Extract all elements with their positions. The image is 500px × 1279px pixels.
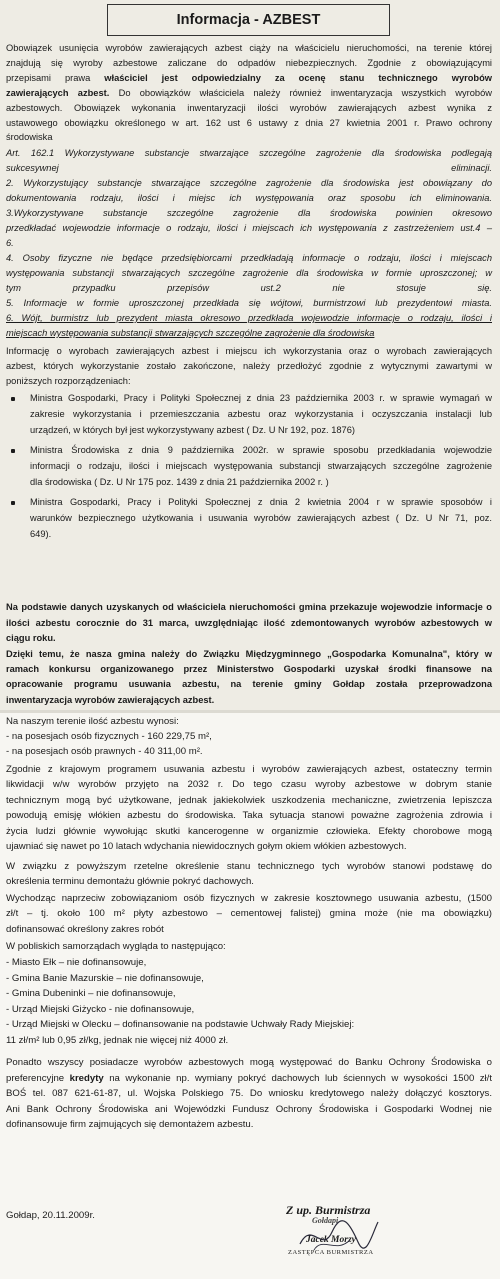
regulation-line: urządzeń, w których był jest wykorzystywany azbest ( Dz. U Nr 192, poz. 1876) — [30, 425, 355, 435]
text-span: właściciel jest odpowiedzialny za ocenę stanu technicznego wyrobów — [104, 72, 492, 83]
region-line: 11 zł/m² lub 0,95 zł/kg, jednak nie więcej niż 4000 zł. — [6, 1035, 229, 1046]
law-article-line: 4. Osoby fizyczne nie będące przedsiębiorcami przedkładają informacje o rodzaju, ilości i miejscach — [6, 253, 492, 263]
region-line: - Urząd Miejski Giżycko - nie dofinansowuje, — [6, 1003, 195, 1015]
regulations-intro-line: poniższych rozporządzeniach: — [6, 376, 131, 387]
law-article-line: 5. Informacje w formie uproszczonej przedkłada się wójtowi, burmistrzowi lub prezydentowi miasta. — [6, 298, 492, 308]
amount-line: - na posesjach osób prawnych - 40 311,00 m². — [6, 746, 203, 758]
intro-line: azbestowych. Obowiązek wykonania inwentaryzacji ilości wyrobów zawierających azbest wynika z — [6, 102, 492, 113]
document-date: Gołdap, 20.11.2009r. — [6, 1210, 95, 1221]
signature-scribble — [292, 1214, 382, 1258]
bullet-marker — [11, 397, 15, 401]
scan-seam — [0, 710, 500, 713]
regulations-intro-line: azbest, których wykorzystanie zostało zakończone, należy przedłożyć zgodnie z wytycznymi zawartymi w — [6, 361, 492, 372]
programme-line: likwidacji w/w wyrobów przyjęto na 2032 r. Do tego czasu wyroby azbestowe w dobrym stanie — [6, 779, 492, 791]
intro-line — [6, 88, 492, 99]
project-info-line: ramach konkursu organizowanego przez Ministerstwo Gospodarki uzyskał środki finansowe na — [6, 664, 492, 675]
bank-info-line: Ponadto wszyscy posiadacze wyrobów azbestowych mogą występować do Banku Ochrony Środowiska o — [6, 1057, 492, 1068]
intro-line: środowiska — [6, 132, 53, 143]
signature-line2: Gołdapi — [312, 1216, 339, 1225]
law-article-line: 6. Wójt, burmistrz lub prezydent miasta okresowo przedkłada wojewodzie informacje o rodzaju, ilości i — [6, 313, 492, 323]
regulation-line: dla środowiska ( Dz. U Nr 175 poz. 1439 z dnia 21 października 2002 r. ) — [30, 477, 329, 487]
region-line: - Urząd Miejski w Olecku – dofinansowanie na podstawie Uchwały Rady Miejskiej: — [6, 1019, 355, 1031]
gmina-info-line: ilości azbestu corocznie do 31 marca, uwzględniając ilość zdemontowanych wyrobów azbestowych w — [6, 617, 492, 628]
signature-role: ZASTĘPCA BURMISTRZA — [288, 1249, 374, 1256]
region-line: - Gmina Dubeninki – nie dofinansowuje, — [6, 988, 176, 1000]
text-span: przepisami prawa — [6, 72, 105, 83]
regulations-intro-line: Informację o wyrobach zawierających azbest i miejscu ich wykorzystania oraz o wyrobach zawierających — [6, 346, 492, 356]
programme-line: powodują emisję włókien azbestu do środowiska. Taka sytuacja stanowi poważne zagrożenia zdrowia i — [6, 810, 492, 822]
programme-line: Zgodnie z krajowym programem usuwania azbestu i wyrobów zawierających azbest, ostateczny termin — [6, 764, 492, 775]
law-article-line: miejscach występowania substancji stwarzających szczególne zagrożenie dla środowiska — [6, 328, 375, 338]
regulation-line: 649). — [30, 529, 52, 539]
project-info-line: opracowanie programu usuwania azbestu, na terenie gminy Gołdap została przeprowadzona — [6, 679, 492, 690]
bank-info-line: dofinansowuje firm zajmujących się demontażem azbestu. — [6, 1119, 254, 1131]
signature-line1: Z up. Burmistrza — [286, 1203, 371, 1217]
law-article-line: 2. Wykorzystujący substancje stwarzające szczególne zagrożenie dla środowiska jest obowiązany do — [6, 178, 492, 188]
condition-line: określenia terminu demontażu głównie pokryć dachowych. — [6, 876, 254, 888]
law-article-line: 3.Wykorzystywane substancje szczególne zagrożenie dla środowiska powinien okresowo — [6, 208, 492, 218]
gmina-info-line: ciągu roku. — [6, 633, 56, 643]
gmina-info-line: Na podstawie danych uzyskanych od właściciela nieruchomości gmina przekazuje wojewodzie informacje o — [6, 602, 492, 612]
cost-line: Wychodząc naprzeciw zobowiązaniom osób fizycznych w zakresie kosztownego usuwania azbestu, (1500 — [6, 893, 492, 904]
bank-info-line — [6, 1073, 492, 1084]
programme-line: technicznym mogą być użytkowane, jednak jakiekolwiek uszkodzenia mechaniczne, zwietrzenia lepiszcza — [6, 794, 492, 806]
region-line: - Miasto Ełk – nie dofinansowuje, — [6, 957, 147, 968]
bank-info-line: BOŚ tel. 087 621-61-87, ul. Wojska Polskiego 75. Do wniosku kredytowego należy dołączyć kosztorys. — [6, 1088, 492, 1100]
law-article-line: występowania substancji stwarzających szczególne zagrożenie dla środowiska w formie uproszczonej; w — [6, 268, 492, 278]
programme-line: ujawniać się nawet po 10 latach wdychania niewidocznych gołym okiem włókien azbestowych. — [6, 841, 407, 852]
text-span: zawierających azbest. — [6, 87, 110, 98]
law-article-line: sukcesywnej eliminacji. — [6, 163, 492, 173]
law-article-line: przedkładać wojewodzie informacje o rodzaju, ilości i miejscach ich występowania z zastrzeżeniem ust.4 – — [6, 223, 492, 233]
cost-line: zł/t – tj. około 100 m² płyty azbestowo – cementowej falistej) gmina może (nie ma obowiązku) — [6, 908, 492, 920]
text-span: preferencyjne — [6, 1072, 70, 1084]
regulation-line: informacji o rodzaju, ilości i miejscach występowania substancji stwarzających szczególne zagrożenie — [30, 461, 492, 471]
regulation-line: Ministra Gospodarki, Pracy i Polityki Społecznej z dnia 23 października 2003 r. w sprawie wymagań w — [30, 393, 492, 403]
condition-line: W związku z powyższym rzetelne określenie stanu technicznego tych wyrobów stanowi podstawę do — [6, 861, 492, 872]
region-line: - Gmina Banie Mazurskie – nie dofinansowuje, — [6, 972, 204, 984]
intro-line: ustawowego obowiązku określonego w art. 162 ust 6 ustawy z dnia 27 kwietnia 2001 r. Prawo ochrony — [6, 117, 492, 128]
law-article-line: dokumentowania rodzaju, ilości i miejsc ich występowania oraz sposobu ich eliminowania. — [6, 193, 492, 203]
law-article-line: Art. 162.1 Wykorzystywane substancje stwarzające szczególne zagrożenie dla środowiska podlegają — [6, 148, 492, 158]
programme-line: życia ludzi głównie wywołując skutki kancerogenne w organizmie człowieka. Efekty chorobowe mogą — [6, 825, 492, 837]
text-span: kredyty — [69, 1072, 104, 1084]
regulation-line: warunków bezpiecznego użytkowania i usuwania wyrobów zawierających azbest ( Dz. U Nr 71, poz. — [30, 513, 492, 523]
title-box — [107, 4, 390, 36]
cost-line: dofinansować określony zakres robót — [6, 923, 164, 935]
regulation-line: Ministra Gospodarki, Pracy i Polityki Społecznej z dnia 2 kwietnia 2004 r w sprawie sposobów i — [30, 497, 492, 507]
regulation-line: zakresie wykorzystania i przemieszczania azbestu oraz wykorzystania i oczyszczania instalacji lub — [30, 409, 492, 419]
page-title: Informacja - AZBEST — [176, 12, 321, 28]
intro-line: znajdują się wyroby azbestowe zaliczane do odpadów niebezpiecznych. Zgodnie z obowiązującymi — [6, 57, 492, 68]
law-article-line: 6. — [6, 238, 14, 248]
region-lead: W pobliskich samorządach wygląda to następująco: — [6, 941, 226, 952]
law-article-line: tym przypadku przepisów ust.2 nie stosuje się. — [6, 283, 492, 293]
bank-info-line: Ani Bank Ochrony Środowiska ani Wojewódzki Fundusz Ochrony Środowiska i Gospodarki Wodnej nie — [6, 1103, 492, 1115]
bullet-marker — [11, 449, 15, 453]
bullet-marker — [11, 501, 15, 505]
text-span: na wykonanie np. wymiany pokryć dachowych lub ściennych w wysokości 1500 zł/t — [103, 1072, 493, 1084]
intro-line: Obowiązek usunięcia wyrobów zawierających azbest ciąży na właścicielu nieruchomości, na terenie której — [6, 43, 492, 53]
text-span: Do obowiązków właściciela należy również inwentaryzacja wszystkich wyrobów — [109, 87, 492, 98]
project-info-line: inwentaryzacja wyrobów zawierających azbest. — [6, 694, 215, 705]
amount-line: - na posesjach osób fizycznych - 160 229,75 m², — [6, 731, 212, 742]
regulation-line: Ministra Środowiska z dnia 9 października 2002r. w sprawie sposobu przedkładania wojewodzie — [30, 445, 492, 455]
intro-line — [6, 73, 492, 84]
project-info-line: Dzięki temu, że nasza gmina należy do Związku Międzygminnego „Gospodarka Komunalna", który w — [6, 649, 492, 659]
signature-name: Jacek Morzy — [306, 1235, 356, 1245]
amount-lead: Na naszym terenie ilość azbestu wynosi: — [6, 716, 179, 727]
